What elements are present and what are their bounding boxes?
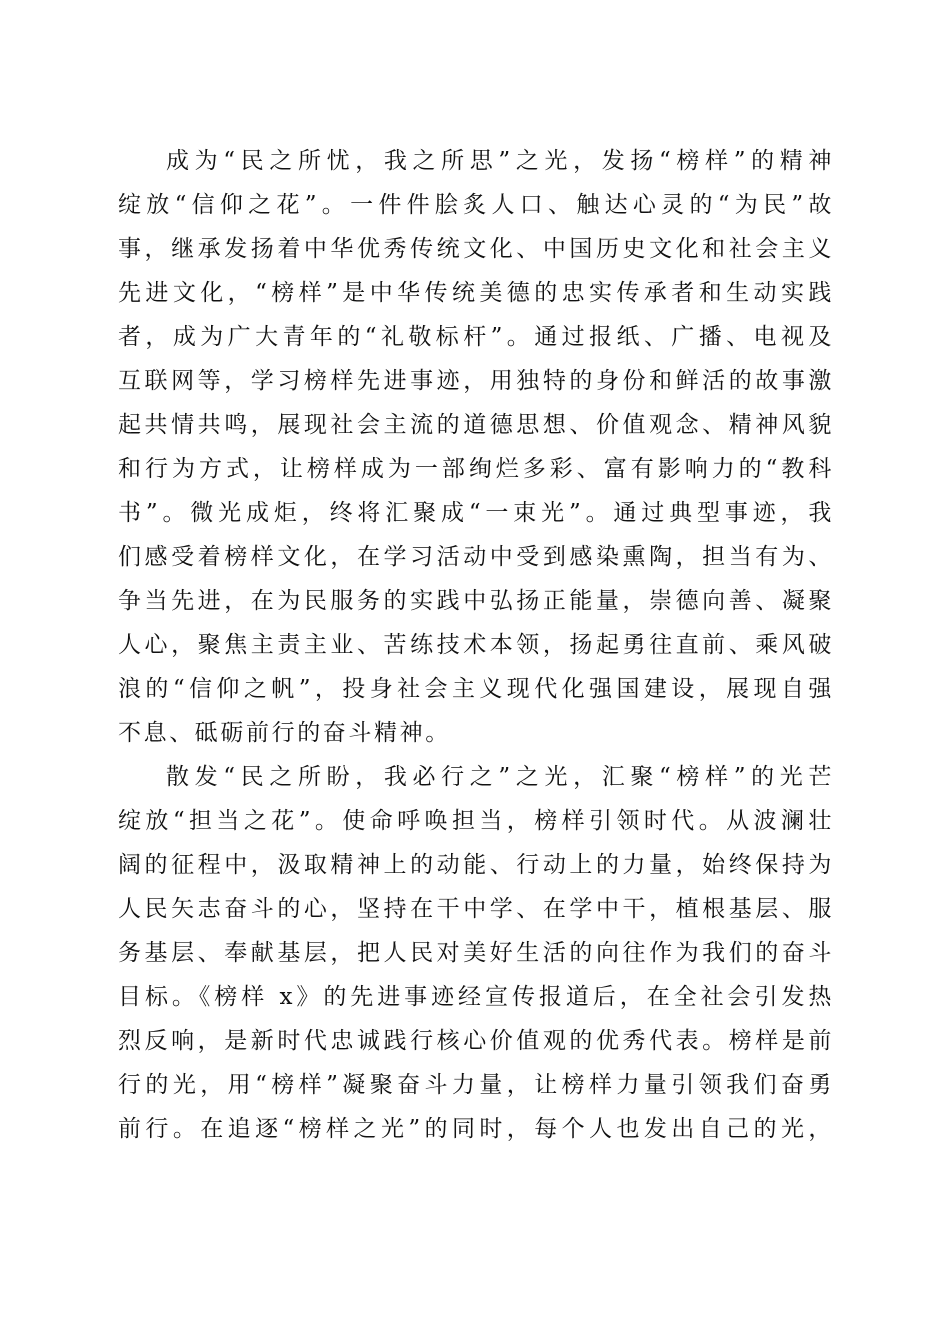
paragraph-line: 起共情共鸣，展现社会主流的道德思想、价值观念、精神风貌 xyxy=(118,412,834,438)
paragraph-line: 人民矢志奋斗的心，坚持在干中学、在学中干，植根基层、服 xyxy=(118,896,834,922)
paragraph-line: 目标。《榜样 x》的先进事迹经宣传报道后，在全社会引发热 xyxy=(118,984,834,1010)
paragraph-line: 阔的征程中，汲取精神上的动能、行动上的力量，始终保持为 xyxy=(118,852,834,878)
paragraph-line: 行的光，用“榜样”凝聚奋斗力量，让榜样力量引领我们奋勇 xyxy=(118,1072,834,1098)
paragraph-line: 书”。微光成炬，终将汇聚成“一束光”。通过典型事迹，我 xyxy=(118,500,834,526)
paragraph-line: 烈反响，是新时代忠诚践行核心价值观的优秀代表。榜样是前 xyxy=(118,1028,834,1054)
paragraph-line: 成为“民之所忧，我之所思”之光，发扬“榜样”的精神 xyxy=(166,148,834,174)
paragraph-line: 前行。在追逐“榜样之光”的同时，每个人也发出自己的光， xyxy=(118,1116,834,1142)
paragraph-line: 者，成为广大青年的“礼敬标杆”。通过报纸、广播、电视及 xyxy=(118,324,834,350)
paragraph-line: 事，继承发扬着中华优秀传统文化、中国历史文化和社会主义 xyxy=(118,236,834,262)
paragraph-line: 先进文化，“榜样”是中华传统美德的忠实传承者和生动实践 xyxy=(118,280,834,306)
paragraph-line: 互联网等，学习榜样先进事迹，用独特的身份和鲜活的故事激 xyxy=(118,368,834,394)
paragraph-line: 浪的“信仰之帆”，投身社会主义现代化强国建设，展现自强 xyxy=(118,676,834,702)
paragraph-line: 争当先进，在为民服务的实践中弘扬正能量，崇德向善、凝聚 xyxy=(118,588,834,614)
paragraph-line: 绽放“信仰之花”。一件件脍炙人口、触达心灵的“为民”故 xyxy=(118,192,834,218)
paragraph-line: 散发“民之所盼，我必行之”之光，汇聚“榜样”的光芒 xyxy=(166,764,834,790)
paragraph-line: 人心，聚焦主责主业、苦练技术本领，扬起勇往直前、乘风破 xyxy=(118,632,834,658)
paragraph-line: 绽放“担当之花”。使命呼唤担当，榜样引领时代。从波澜壮 xyxy=(118,808,834,834)
paragraph-line: 务基层、奉献基层，把人民对美好生活的向往作为我们的奋斗 xyxy=(118,940,834,966)
paragraph-line: 们感受着榜样文化，在学习活动中受到感染熏陶，担当有为、 xyxy=(118,544,834,570)
paragraph-line: 和行为方式，让榜样成为一部绚烂多彩、富有影响力的“教科 xyxy=(118,456,834,482)
paragraph-line: 不息、砥砺前行的奋斗精神。 xyxy=(118,720,451,746)
